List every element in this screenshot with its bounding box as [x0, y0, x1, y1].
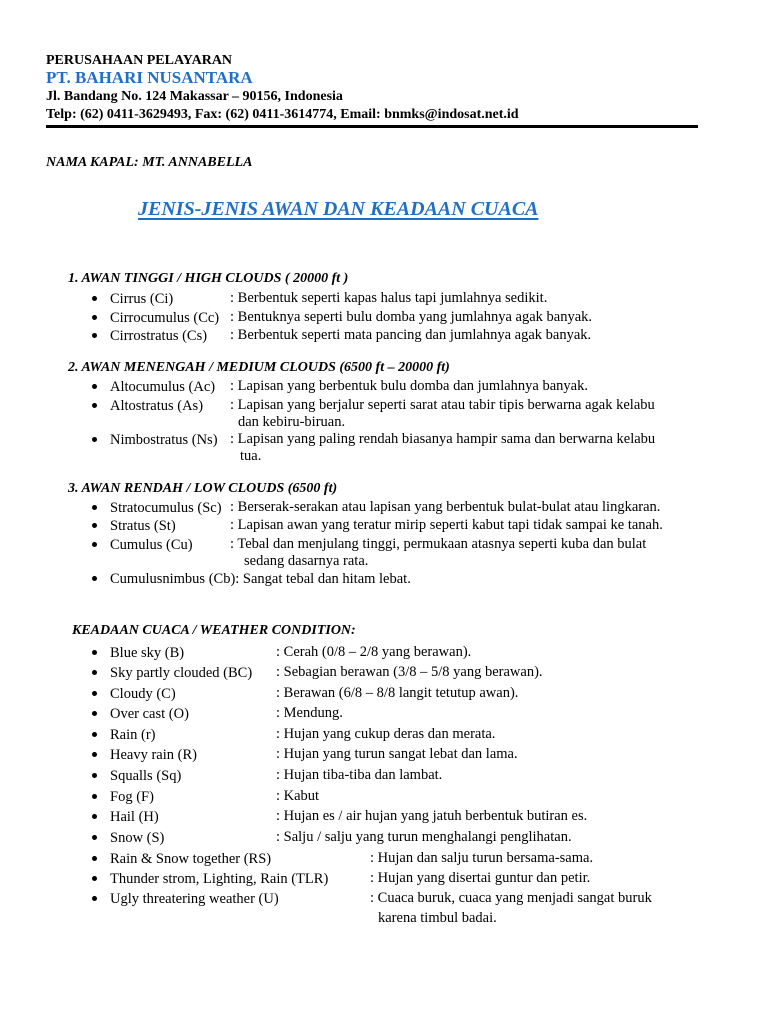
bullet-icon	[92, 576, 97, 581]
weather-item-name: Rain (r)	[110, 727, 156, 743]
weather-item-desc: : Kabut	[276, 788, 320, 804]
item-name: Cumulusnimbus (Cb): Sangat tebal dan hitam lebat.	[110, 571, 411, 587]
bullet-icon	[92, 794, 97, 799]
item-name: Nimbostratus (Ns)	[110, 432, 218, 448]
item-desc: : Lapisan yang paling rendah biasanya hampir sama dan berwarna kelabu	[230, 431, 656, 447]
weather-item-name: Hail (H)	[110, 809, 159, 825]
bullet-icon	[92, 384, 97, 389]
item-name: Stratocumulus (Sc)	[110, 500, 222, 516]
item-desc: : Tebal dan menjulang tinggi, permukaan atasnya seperti kuba dan bulat	[230, 536, 647, 552]
bullet-icon	[92, 814, 97, 819]
weather-item-desc: : Salju / salju yang turun menghalangi penglihatan.	[276, 829, 572, 845]
item-name: Stratus (St)	[110, 518, 176, 534]
section-heading: 2. AWAN MENENGAH / MEDIUM CLOUDS (6500 ft – 20000 ft)	[68, 360, 450, 375]
bullet-icon	[92, 333, 97, 338]
weather-item-name: Thunder strom, Lighting, Rain (TLR)	[110, 871, 329, 887]
weather-item-name: Cloudy (C)	[110, 686, 176, 702]
weather-item-name: Rain & Snow together (RS)	[110, 851, 272, 867]
item-desc: : Bentuknya seperti bulu domba yang jumlahnya agak banyak.	[230, 309, 593, 325]
bullet-icon	[92, 437, 97, 442]
item-name: Cumulus (Cu)	[110, 537, 193, 553]
item-desc: : Berbentuk seperti mata pancing dan jumlahnya agak banyak.	[230, 327, 592, 343]
weather-item-name: Sky partly clouded (BC)	[110, 665, 253, 681]
bullet-icon	[92, 403, 97, 408]
bullet-icon	[92, 315, 97, 320]
weather-item-desc: : Hujan yang cukup deras dan merata.	[276, 726, 496, 742]
item-name: Cirrus (Ci)	[110, 291, 174, 307]
item-name: Altostratus (As)	[110, 398, 204, 414]
company-address: Jl. Bandang No. 124 Makassar – 90156, Indonesia	[46, 89, 343, 104]
weather-item-desc: : Hujan tiba-tiba dan lambat.	[276, 767, 443, 783]
item-desc: : Berserak-serakan atau lapisan yang berbentuk bulat-bulat atau lingkaran.	[230, 499, 661, 515]
item-name: Cirrostratus (Cs)	[110, 328, 208, 344]
bullet-icon	[92, 505, 97, 510]
bullet-icon	[92, 691, 97, 696]
bullet-icon	[92, 876, 97, 881]
bullet-icon	[92, 752, 97, 757]
weather-item-desc: : Hujan es / air hujan yang jatuh berbentuk butiran es.	[276, 808, 588, 824]
item-desc-continued: dan kebiru-biruan.	[238, 414, 346, 430]
header-divider	[46, 125, 698, 128]
item-name: Altocumulus (Ac)	[110, 379, 216, 395]
item-desc: : Lapisan awan yang teratur mirip seperti kabut tapi tidak sampai ke tanah.	[230, 517, 663, 533]
item-desc: : Lapisan yang berjalur seperti sarat atau tabir tipis berwarna agak kelabu	[230, 397, 655, 413]
section-heading: 1. AWAN TINGGI / HIGH CLOUDS ( 20000 ft )	[68, 271, 349, 286]
bullet-icon	[92, 296, 97, 301]
weather-item-name: Squalls (Sq)	[110, 768, 182, 784]
weather-item-desc: : Mendung.	[276, 705, 343, 721]
weather-item-name: Ugly threatering weather (U)	[110, 891, 279, 907]
section-heading: 3. AWAN RENDAH / LOW CLOUDS (6500 ft)	[68, 481, 338, 496]
item-desc-continued: sedang dasarnya rata.	[244, 553, 369, 569]
bullet-icon	[92, 732, 97, 737]
weather-item-name: Heavy rain (R)	[110, 747, 197, 763]
item-name: Cirrocumulus (Cc)	[110, 310, 220, 326]
bullet-icon	[92, 670, 97, 675]
company-name: PT. BAHARI NUSANTARA	[46, 68, 253, 87]
bullet-icon	[92, 773, 97, 778]
item-desc: : Lapisan yang berbentuk bulu domba dan jumlahnya banyak.	[230, 378, 588, 394]
bullet-icon	[92, 523, 97, 528]
item-desc-continued: tua.	[240, 448, 262, 464]
item-desc: : Berbentuk seperti kapas halus tapi jumlahnya sedikit.	[230, 290, 548, 306]
weather-heading: KEADAAN CUACA / WEATHER CONDITION:	[72, 623, 356, 638]
bullet-icon	[92, 896, 97, 901]
bullet-icon	[92, 542, 97, 547]
weather-item-desc-continued: karena timbul badai.	[378, 910, 497, 926]
company-contact: Telp: (62) 0411-3629493, Fax: (62) 0411-3614774, Email: bnmks@indosat.net.id	[46, 107, 519, 122]
ship-name: NAMA KAPAL: MT. ANNABELLA	[46, 155, 253, 170]
bullet-icon	[92, 650, 97, 655]
weather-item-name: Fog (F)	[110, 789, 154, 805]
weather-item-name: Blue sky (B)	[110, 645, 185, 661]
weather-item-desc: : Hujan yang turun sangat lebat dan lama.	[276, 746, 518, 762]
weather-item-name: Snow (S)	[110, 830, 165, 846]
bullet-icon	[92, 856, 97, 861]
weather-item-desc: : Hujan dan salju turun bersama-sama.	[370, 850, 594, 866]
weather-item-desc: : Sebagian berawan (3/8 – 5/8 yang berawan).	[276, 664, 543, 680]
weather-item-name: Over cast (O)	[110, 706, 189, 722]
weather-item-desc: : Cuaca buruk, cuaca yang menjadi sangat buruk	[370, 890, 652, 906]
bullet-icon	[92, 835, 97, 840]
weather-item-desc: : Cerah (0/8 – 2/8 yang berawan).	[276, 644, 472, 660]
weather-item-desc: : Berawan (6/8 – 8/8 langit tetutup awan).	[276, 685, 519, 701]
weather-item-desc: : Hujan yang disertai guntur dan petir.	[370, 870, 591, 886]
company-type: PERUSAHAAN PELAYARAN	[46, 53, 233, 68]
page-title: JENIS-JENIS AWAN DAN KEADAAN CUACA	[138, 198, 539, 220]
bullet-icon	[92, 711, 97, 716]
